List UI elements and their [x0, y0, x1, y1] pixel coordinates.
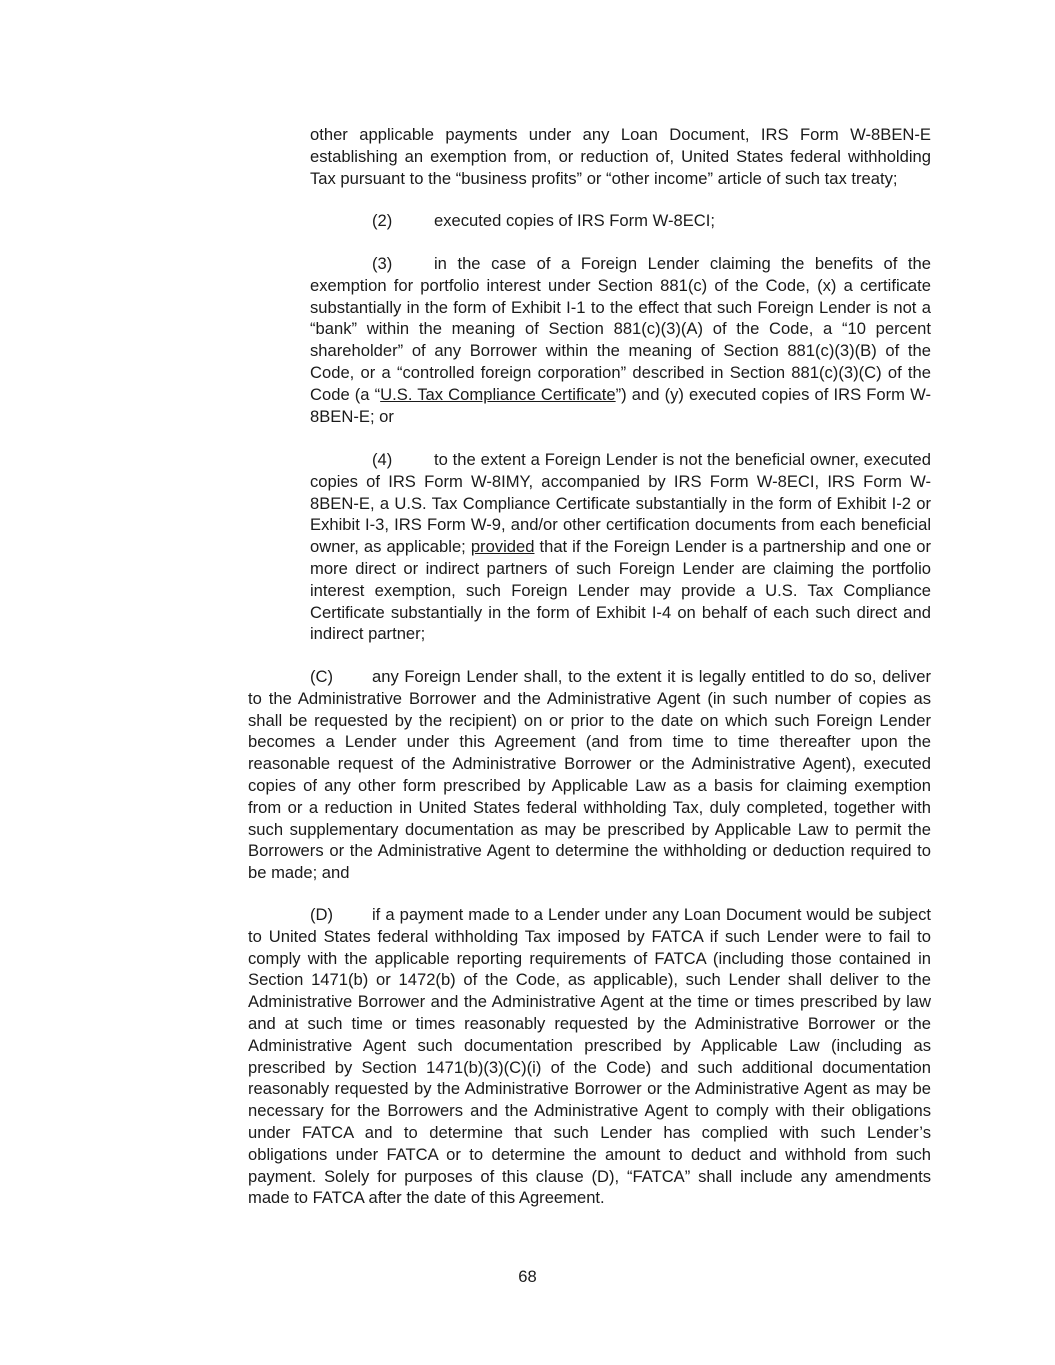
clause-text-continued: ”) and (y) executed copies of IRS Form W-8BEN-E; or — [310, 384, 931, 426]
clause-c — [248, 666, 931, 884]
proviso-term: provided — [470, 537, 535, 557]
clause-d — [248, 904, 931, 1209]
clause-3 — [310, 253, 931, 427]
clause-2 — [310, 210, 931, 232]
clause-number: (D) — [310, 905, 334, 924]
clause-text: executed copies of IRS Form W-8ECI; — [434, 211, 715, 230]
clause-text: in the case of a Foreign Lender claiming the benefits of the exemption for portfolio interest under Section 881(c) of the Code, (x) a certificate substantially in the form of Exhibit I-1 to the effect that such Foreign Lender is not a “bank” within the meaning of Section 881(c)(3)(A) of the Code, a “10 percent shareholder” of any Borrower within the meaning of Section 881(c)(3)(B) of the Code, or a “controlled foreign corporation” described in Section 881(c)(3)(C) of the Code (a “ — [310, 254, 931, 404]
clause-number: (3) — [372, 254, 393, 273]
clause-text: if a payment made to a Lender under any Loan Document would be subject to United States federal withholding Tax imposed by FATCA if such Lender were to fail to comply with the applicable reporting requirements of FATCA (including those contained in Section 1471(b) or 1472(b) of the Code, as applicable), such Lender shall deliver to the Administrative Borrower and the Administrative Agent at the time or times prescribed by law and at such time or times reasonably requested by the Administrative Borrower or the Administrative Agent such documentation prescribed by Applicable Law (including as prescribed by Section 1471(b)(3)(C)(i) of the Code) and such additional documentation reasonably requested by the Administrative Borrower or the Administrative Agent as may be necessary for the Borrowers and the Administrative Agent to comply with their obligations under FATCA and to determine that such Lender has complied with such Lender’s obligations under FATCA or to determine the amount to deduct and withhold from such payment. Solely for purposes of this clause (D), “FATCA” shall include any amendments made to FATCA after the date of this Agreement. — [248, 905, 931, 1208]
clause-text: to the extent a Foreign Lender is not the beneficial owner, executed copies of IRS Form W-8IMY, accompanied by IRS Form W-8ECI, IRS Form W-8BEN-E, a U.S. Tax Compliance Certificate substantially in the form of Exhibit I-2 or Exhibit I-3, IRS Form W-9, and/or other certification documents from each beneficial owner, as applicable; — [310, 450, 931, 557]
clause-text-continued: that if the Foreign Lender is a partnership and one or more direct or indirect partners of such Foreign Lender are claiming the portfolio interest exemption, such Foreign Lender may provide a U.S. Tax Compliance Certificate substantially in the form of Exhibit I-4 on behalf of each such direct and indirect partner; — [310, 537, 931, 644]
clause-number: (4) — [372, 450, 393, 469]
clause-number: (C) — [310, 667, 334, 686]
clause-4 — [310, 449, 931, 645]
paragraph-text: other applicable payments under any Loan Document, IRS Form W-8BEN-E establishing an exemption from, or reduction of, United States federal withholding Tax pursuant to the “business profits” or “other income” article of such tax treaty; — [310, 125, 931, 188]
paragraph-continuation — [310, 124, 931, 189]
clause-number: (2) — [372, 211, 393, 230]
page-number: 68 — [518, 1267, 537, 1286]
defined-term: U.S. Tax Compliance Certificate — [380, 384, 616, 404]
clause-text: any Foreign Lender shall, to the extent it is legally entitled to do so, deliver to the Administrative Borrower and the Administrative Agent (in such number of copies as shall be requested by the recipient) on or prior to the date on which such Foreign Lender becomes a Lender under this Agreement (and from time to time thereafter upon the reasonable request of the Administrative Borrower or the Administrative Agent), executed copies of any other form prescribed by Applicable Law as a basis for claiming exemption from or a reduction in United States federal withholding Tax, duly completed, together with such supplementary documentation as may be prescribed by Applicable Law to permit the Borrowers or the Administrative Agent to determine the withholding or deduction required to be made; and — [248, 667, 931, 883]
